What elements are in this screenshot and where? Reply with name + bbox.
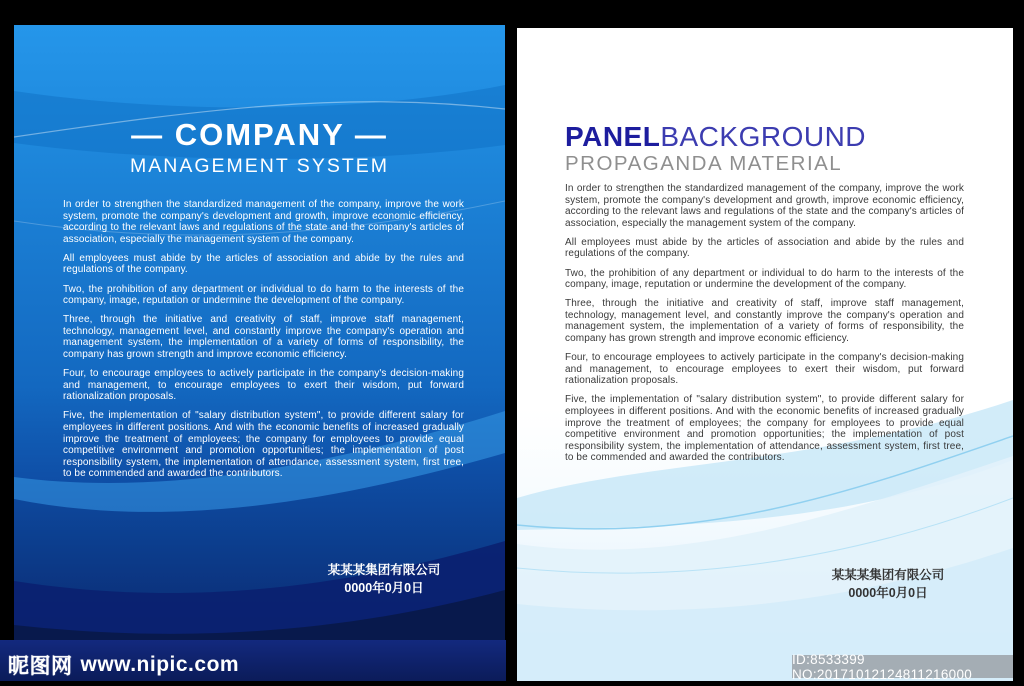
- stock-image-id-badge: ID:8533399 NO:20171012124811216000: [792, 655, 1013, 678]
- paragraph: Three, through the initiative and creativity of staff, improve staff management, technology, management level, and constantly improve the company's operation and management system, the implementation of a variety of forms of responsibility, the company has grown strength and improve economic efficiency.: [565, 298, 964, 345]
- paragraph: In order to strengthen the standardized management of the company, improve the work system, promote the company's development and growth, improve economic efficiency, according to the relevant laws and regulations of the state and the company's articles of association, especially the management system of the company.: [565, 183, 964, 229]
- paragraph: In order to strengthen the standardized management of the company, improve the work system, promote the company's development and growth, improve economic efficiency, according to the relevant laws and regulations of the state and the company's articles of association, especially the management system of the company.: [63, 199, 464, 245]
- nipic-site-url: www.nipic.com: [80, 653, 240, 676]
- page-subtitle: MANAGEMENT SYSTEM: [129, 154, 389, 177]
- right-content-page: [517, 28, 1013, 682]
- right-body-paragraphs: [565, 183, 964, 471]
- paragraph: Two, the prohibition of any department or individual to do harm to the interests of the company, image, reputation or undermine the development of the company.: [565, 267, 964, 291]
- page-title-light-part: BACKGROUND: [660, 121, 867, 152]
- footer-company-name: 某某某集团有限公司: [327, 563, 441, 577]
- paragraph: Three, through the initiative and creativity of staff, improve staff management, technology, management level, and constantly improve the company's operation and management system, the implementation of a variety of forms of responsibility, the company has grown strength and improve economic efficiency.: [63, 314, 464, 361]
- left-body-paragraphs: [63, 199, 464, 487]
- page-title: — COMPANY —: [131, 117, 388, 152]
- footer-date: 0000年0月0日: [848, 586, 928, 601]
- site-watermark: [8, 650, 239, 680]
- paragraph: Two, the prohibition of any department or individual to do harm to the interests of the company, image, reputation or undermine the development of the company.: [63, 283, 464, 307]
- right-footer: [803, 566, 973, 602]
- right-title-block: [565, 123, 866, 175]
- paragraph: Four, to encourage employees to actively participate in the company's decision-making and management, to encourage employees to exert their wisdom, put forward rationalization proposals.: [63, 368, 464, 403]
- paragraph: Five, the implementation of "salary distribution system", to provide different salary for employees in different positions. And with the economic benefits of increased gradually improve the treatment of employees; the company for employees to provide equal competitive environment and promotion opportunities; the implementation of post responsibility system, the implementation of attendance, assessment system, first tree, to be commended and awarded the contributors.: [565, 394, 964, 464]
- left-footer: [299, 561, 469, 597]
- left-cover-page: [14, 25, 505, 682]
- paragraph: All employees must abide by the articles of association and abide by the rules and regulations of the company.: [63, 252, 464, 276]
- page-title-bold-part: PANEL: [565, 121, 661, 152]
- left-title-block: [14, 119, 505, 178]
- bottom-black-edge: [0, 681, 1024, 686]
- nipic-logo-text: 昵图网: [8, 655, 73, 678]
- paragraph: Five, the implementation of "salary distribution system", to provide different salary for employees in different positions. And with the economic benefits of increased gradually improve the treatment of employees; the company for employees to provide equal competitive environment and promotion opportunities; the implementation of post responsibility system, the implementation of attendance, assessment system, first tree, to be commended and awarded the contributors.: [63, 410, 464, 480]
- paragraph: All employees must abide by the articles of association and abide by the rules and regulations of the company.: [565, 236, 964, 260]
- paragraph: Four, to encourage employees to actively participate in the company's decision-making and management, to encourage employees to exert their wisdom, put forward rationalization proposals.: [565, 352, 964, 387]
- footer-company-name: 某某某集团有限公司: [831, 568, 945, 582]
- page-subtitle: PROPAGANDA MATERIAL: [565, 152, 843, 175]
- footer-date: 0000年0月0日: [344, 581, 424, 596]
